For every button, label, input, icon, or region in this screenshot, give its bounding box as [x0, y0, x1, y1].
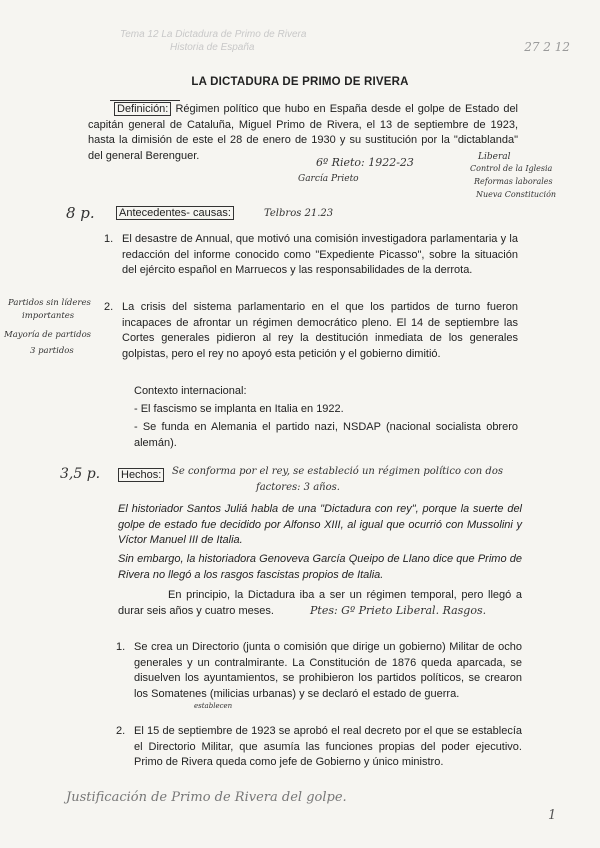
reign-note: 6º Rieto: 1922-23 [316, 156, 414, 169]
note-bullet-4: Nueva Constitución [476, 190, 557, 199]
left-margin-note-1: Partidos sin líderes [8, 298, 91, 308]
definition-underline [110, 100, 180, 101]
corner-note: 27 2 12 [524, 40, 570, 54]
bottom-handwritten-note: Justificación de Primo de Rivera del golpe. [66, 790, 347, 805]
antecedentes-points: 8 p. [66, 204, 95, 222]
hechos-italic-paragraph-1: El historiador Santos Juliá habla de una "Dictadura con rey", porque la suerte del golpe de estado fue decidido por Alfonso XIII, al igual que ocurrió con Mussolini y Víctor Manuel III de Italia. [118, 503, 522, 546]
note-bullet-2: Control de la Iglesia [470, 164, 553, 173]
page-title: LA DICTADURA DE PRIMO DE RIVERA [191, 76, 409, 88]
hecho-2-number: 2. [116, 725, 126, 737]
antecedente-1-text: El desastre de Annual, que motivó una comisión investigadora parlamentaria y la redacción del informe conocido como "Expediente Picasso", sobre la situación del ejército español en Marruecos y las responsabilidades de la derrota. [122, 233, 518, 276]
antecedente-2-number: 2. [104, 301, 114, 313]
hechos-points: 3,5 p. [60, 466, 101, 482]
definition-paragraph [88, 102, 518, 164]
antecedentes-heading [116, 206, 234, 222]
hecho-2-text: El 15 de septiembre de 1923 se aprobó el real decreto por el que se establecía el Directorio Militar, que asumía las funciones propias del poder ejecutivo. Primo de Rivera queda como jefe de Gobierno y único ministro. [134, 725, 522, 768]
antecedente-1-number: 1. [104, 233, 114, 245]
pte-note: Ptes: Gº Prieto Liberal. Rasgos. [310, 604, 487, 617]
hechos-right-note-2: factores: 3 años. [256, 482, 340, 493]
contexto-label: Contexto internacional: [134, 385, 247, 397]
hechos-paragraph-3: En principio, la Dictadura iba a ser un régimen temporal, pero llegó a durar seis años y cuatro meses. [118, 589, 522, 617]
note-bullet-1: Liberal [478, 152, 511, 162]
definition-text: Régimen político que hubo en España desde el golpe de Estado del capitán general de Cataluña, Miguel Primo de Rivera, el 13 de septiembre de 1923, hasta la dimisión de este el 28 de enero de 1930 y su sustitución por la "dictablanda" del general Berenguer. [88, 103, 519, 162]
antecedentes-right-note: Telbros 21.23 [264, 208, 334, 219]
contexto-item-1: - El fascismo se implanta en Italia en 1922. [134, 403, 344, 415]
hecho-1-text: Se crea un Directorio (junta o comisión que dirige un gobierno) Militar de ocho generales y un contralmirante. La Constitución de 1876 queda aparcada, se disuelven los ayuntamientos, se prohibieron los partidos políticos, se crearon los Somatenes (milicias urbanas) y se declaró el estado de guerra. [134, 641, 522, 700]
contexto-item-2: - Se funda en Alemania el partido nazi, NSDAP (nacional socialista obrero alemán). [134, 421, 518, 449]
hechos-label: Hechos: [118, 468, 164, 482]
antecedente-2-text: La crisis del sistema parlamentario en el que los partidos de turno fueron incapaces de afrontar un régimen democrático pleno. El 14 de septiembre las Cortes generales pidieron al rey la destitución inmediata de los generales golpistas, pero el rey no apoyó esta petición y el gobierno dimitió. [122, 301, 518, 360]
left-margin-note-4: 3 partidos [30, 346, 74, 356]
note-bullet-3: Reformas laborales [474, 177, 553, 186]
page-number: 1 [548, 808, 557, 823]
hechos-right-note-1: Se conforma por el rey, se estableció un régimen político con dos [172, 466, 503, 477]
definition-label: Definición: [114, 102, 171, 116]
hechos-italic-paragraph-2: Sin embargo, la historiadora Genoveva García Queipo de Llano dice que Primo de Rivera no llegó a los rasgos fascistas propios de Italia. [118, 553, 522, 581]
antecedentes-label: Antecedentes- causas: [116, 206, 234, 220]
garcia-prieto-note: García Prieto [298, 174, 359, 184]
establecen-note: establecen [194, 702, 233, 710]
left-margin-note-3: Mayoría de partidos [4, 330, 92, 340]
hecho-1-number: 1. [116, 641, 126, 653]
hechos-heading [118, 468, 164, 484]
faint-header: Tema 12 La Dictadura de Primo de Rivera Historia de España [120, 29, 307, 53]
left-margin-note-2: importantes [22, 311, 75, 321]
